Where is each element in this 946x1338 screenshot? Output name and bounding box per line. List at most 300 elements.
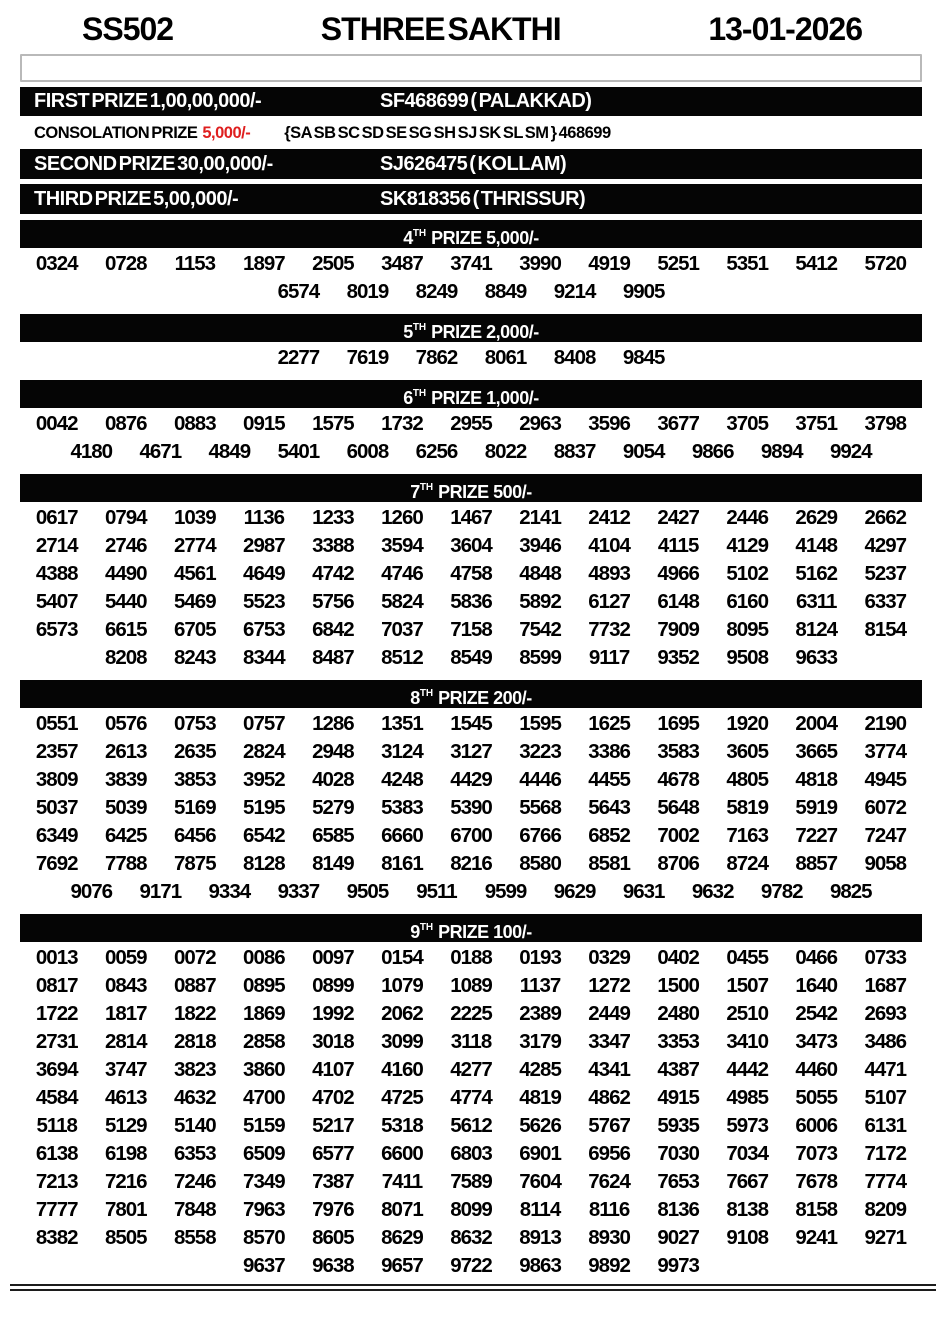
section-prize-amount: PRIZE 1,000/-	[431, 388, 539, 408]
section-ordinal: 6	[403, 388, 413, 408]
section-ordinal-suffix: TH	[419, 688, 434, 699]
lottery-number: 7349	[243, 1170, 285, 1193]
lottery-number: 4819	[519, 1086, 561, 1109]
lottery-number: 9352	[657, 646, 699, 669]
lottery-number: 4584	[35, 1086, 78, 1109]
lottery-number: 9027	[657, 1226, 699, 1249]
lottery-number: 9863	[519, 1254, 561, 1277]
lottery-number: 2818	[174, 1030, 216, 1053]
lottery-number: 2693	[864, 1002, 907, 1025]
lottery-number: 8344	[243, 646, 285, 669]
lottery-number: 1467	[450, 506, 492, 529]
lottery-number: 1817	[104, 1002, 147, 1025]
lottery-number: 2629	[795, 506, 838, 529]
lottery-number: 0794	[104, 506, 147, 529]
lottery-number: 6574	[277, 280, 320, 303]
lottery-number: 6585	[312, 824, 354, 847]
lottery-number: 5383	[381, 796, 423, 819]
lottery-number: 3124	[381, 740, 423, 763]
lottery-number: 2542	[795, 1002, 838, 1025]
lottery-number: 6577	[312, 1142, 354, 1165]
lottery-number: 8408	[553, 346, 596, 369]
lottery-number: 3853	[174, 768, 216, 791]
lottery-number: 3741	[450, 252, 492, 275]
lottery-number: 3604	[450, 534, 492, 557]
lottery-number: 6509	[243, 1142, 285, 1165]
lottery-number: 3386	[588, 740, 630, 763]
lottery-number: 8605	[312, 1226, 354, 1249]
lottery-number: 8138	[726, 1198, 768, 1221]
lottery-number: 5129	[104, 1114, 147, 1137]
lottery-number: 8724	[726, 852, 768, 875]
lottery-number: 3798	[864, 412, 907, 435]
winning-numbers-6th	[20, 409, 922, 468]
draw-date: 13-01-2026	[708, 10, 862, 47]
lottery-number: 0876	[104, 412, 147, 435]
lottery-number: 6901	[519, 1142, 561, 1165]
lottery-number: 3487	[381, 252, 423, 275]
lottery-number: 3583	[657, 740, 699, 763]
third-prize-label: THIRD PRIZE 5,00,000/-	[34, 187, 239, 210]
lottery-number: 0843	[104, 974, 147, 997]
lottery-number: 2948	[312, 740, 354, 763]
lottery-number: 0188	[450, 946, 492, 969]
lottery-number: 2277	[277, 346, 320, 369]
lottery-number: 8505	[104, 1226, 147, 1249]
lottery-number: 0097	[312, 946, 354, 969]
lottery-number: 4297	[864, 534, 907, 557]
lottery-number: 7963	[243, 1198, 285, 1221]
second-prize-ticket: SJ626475 ( KOLLAM)	[380, 152, 567, 175]
lottery-number: 0154	[381, 946, 423, 969]
lottery-number: 6198	[104, 1142, 147, 1165]
lottery-number: 1272	[588, 974, 630, 997]
lottery-number: 4613	[104, 1086, 147, 1109]
lottery-number: 0072	[174, 946, 216, 969]
draw-number: SS502	[82, 10, 174, 47]
lottery-number: 6311	[795, 590, 837, 613]
lottery-number: 7158	[450, 618, 492, 641]
section-ordinal: 5	[403, 322, 413, 342]
lottery-number: 9782	[760, 880, 803, 903]
prize-section-6th	[20, 380, 922, 468]
lottery-number: 6842	[312, 618, 354, 641]
lottery-number: 8706	[657, 852, 699, 875]
lottery-number: 4490	[104, 562, 147, 585]
lottery-number: 5251	[657, 252, 699, 275]
lottery-number: 4446	[519, 768, 561, 791]
lottery-number: 3946	[519, 534, 561, 557]
lottery-number: 9638	[312, 1254, 354, 1277]
lottery-number: 4746	[381, 562, 423, 585]
lottery-number: 0059	[104, 946, 147, 969]
lottery-number: 9334	[208, 880, 251, 903]
lottery-number: 2389	[519, 1002, 561, 1025]
lottery-number: 0817	[35, 974, 78, 997]
lottery-number: 6660	[381, 824, 423, 847]
lottery-number: 8632	[450, 1226, 492, 1249]
lottery-number: 1722	[35, 1002, 78, 1025]
lottery-number: 4700	[243, 1086, 285, 1109]
lottery-number: 0895	[243, 974, 285, 997]
lottery-number: 5237	[864, 562, 907, 585]
lottery-number: 5440	[104, 590, 147, 613]
lottery-number: 9508	[726, 646, 768, 669]
lottery-number: 4460	[795, 1058, 838, 1081]
lottery-number: 8071	[381, 1198, 423, 1221]
lottery-number: 7030	[657, 1142, 699, 1165]
lottery-number: 1137	[519, 974, 561, 997]
lottery-number: 4561	[174, 562, 216, 585]
winning-numbers-7th	[20, 503, 922, 674]
lottery-number: 8019	[346, 280, 389, 303]
lottery-number: 4985	[726, 1086, 768, 1109]
lottery-number: 5279	[312, 796, 354, 819]
lottery-number: 3099	[381, 1030, 423, 1053]
lottery-number: 4387	[657, 1058, 699, 1081]
lottery-number: 3694	[35, 1058, 78, 1081]
lottery-number: 4725	[381, 1086, 423, 1109]
lottery-number: 8095	[726, 618, 768, 641]
lottery-number: 2714	[35, 534, 78, 557]
lottery-number: 1286	[312, 712, 354, 735]
lottery-number: 2446	[726, 506, 768, 529]
lottery-number: 4862	[588, 1086, 630, 1109]
lottery-number: 2480	[657, 1002, 699, 1025]
lottery-number: 8136	[657, 1198, 699, 1221]
lottery-number: 0402	[657, 946, 699, 969]
lottery-number: 2427	[657, 506, 699, 529]
lottery-number: 5720	[864, 252, 907, 275]
lottery-number: 7034	[726, 1142, 768, 1165]
lottery-number: 7387	[312, 1170, 354, 1193]
lottery-number: 0915	[243, 412, 285, 435]
lottery-number: 3605	[726, 740, 768, 763]
lottery-number: 2510	[726, 1002, 768, 1025]
section-header-8th	[20, 680, 922, 708]
section-prize-amount: PRIZE 200/-	[438, 688, 532, 708]
lottery-number: 1992	[312, 1002, 354, 1025]
lottery-number: 8837	[553, 440, 596, 463]
lottery-number: 9845	[622, 346, 665, 369]
prize-section-5th	[20, 314, 922, 374]
lottery-number: 3388	[312, 534, 354, 557]
section-header-9th	[20, 914, 922, 942]
lottery-number: 8849	[484, 280, 527, 303]
lottery-number: 2613	[104, 740, 147, 763]
lottery-number: 1822	[174, 1002, 216, 1025]
lottery-number: 8549	[450, 646, 492, 669]
lottery-number: 6425	[104, 824, 147, 847]
section-ordinal-suffix: TH	[412, 388, 427, 399]
lottery-number: 4805	[726, 768, 768, 791]
lottery-number: 9924	[829, 440, 872, 463]
lottery-number: 8243	[174, 646, 216, 669]
lottery-number: 5390	[450, 796, 492, 819]
lottery-number: 9117	[588, 646, 630, 669]
lottery-number: 8114	[519, 1198, 561, 1221]
lottery-number: 1640	[795, 974, 838, 997]
lottery-number: 8629	[381, 1226, 423, 1249]
lottery-number: 4848	[519, 562, 561, 585]
consolation-prize-row	[20, 120, 922, 146]
lottery-number: 4107	[312, 1058, 354, 1081]
lottery-number: 0883	[174, 412, 216, 435]
lottery-number: 4915	[657, 1086, 699, 1109]
lottery-number: 8558	[174, 1226, 216, 1249]
lottery-number: 2357	[35, 740, 78, 763]
lottery-number: 9633	[795, 646, 838, 669]
lottery-number: 8061	[484, 346, 527, 369]
lottery-number: 4758	[450, 562, 492, 585]
lottery-number: 1500	[657, 974, 699, 997]
lottery-number: 3223	[519, 740, 561, 763]
lottery-number: 8382	[35, 1226, 78, 1249]
lottery-number: 7619	[346, 346, 389, 369]
lottery-number: 4849	[208, 440, 251, 463]
lottery-number: 2824	[243, 740, 285, 763]
lottery-number: 0728	[104, 252, 147, 275]
lottery-number: 7172	[864, 1142, 907, 1165]
lottery-number: 8128	[243, 852, 285, 875]
lottery-number: 1732	[381, 412, 423, 435]
lottery-number: 6542	[243, 824, 285, 847]
lottery-number: 4945	[864, 768, 907, 791]
lottery-number: 7624	[588, 1170, 630, 1193]
lottery-number: 4455	[588, 768, 630, 791]
lottery-number: 0887	[174, 974, 216, 997]
lottery-number: 7163	[726, 824, 768, 847]
section-ordinal: 9	[410, 922, 420, 942]
lottery-number: 9637	[243, 1254, 285, 1277]
lottery-number: 8857	[795, 852, 838, 875]
lottery-number: 9171	[139, 880, 182, 903]
lottery-number: 8570	[243, 1226, 285, 1249]
lottery-number: 6956	[588, 1142, 630, 1165]
lottery-number: 6705	[174, 618, 216, 641]
section-prize-amount: PRIZE 2,000/-	[431, 322, 539, 342]
lottery-number: 3347	[588, 1030, 630, 1053]
lottery-number: 1089	[450, 974, 492, 997]
lottery-number: 2505	[312, 252, 354, 275]
lottery-number: 5568	[519, 796, 561, 819]
prize-section-9th	[20, 914, 922, 1282]
lottery-number: 9973	[657, 1254, 699, 1277]
winning-numbers-5th	[20, 343, 922, 374]
lottery-number: 0617	[35, 506, 78, 529]
lottery-number: 4678	[657, 768, 699, 791]
section-ordinal-suffix: TH	[419, 482, 434, 493]
lottery-number: 6852	[588, 824, 630, 847]
winning-numbers-9th	[20, 943, 922, 1282]
first-prize-bar	[20, 87, 922, 116]
lottery-number: 7604	[519, 1170, 561, 1193]
lottery-number: 7213	[35, 1170, 78, 1193]
lottery-number: 8161	[381, 852, 423, 875]
lottery-number: 6349	[35, 824, 78, 847]
lottery-number: 3990	[519, 252, 561, 275]
lottery-number: 6008	[346, 440, 389, 463]
lottery-number: 2731	[35, 1030, 78, 1053]
lottery-number: 2746	[104, 534, 147, 557]
winning-numbers-8th	[20, 709, 922, 908]
lottery-number: 0455	[726, 946, 768, 969]
lottery-number: 5140	[174, 1114, 216, 1137]
third-prize-ticket: SK818356 ( THRISSUR)	[380, 187, 586, 210]
section-ordinal-suffix: TH	[412, 228, 427, 239]
lottery-number: 4893	[588, 562, 630, 585]
lottery-number: 8116	[588, 1198, 630, 1221]
lottery-number: 8022	[484, 440, 527, 463]
lottery-number: 5626	[519, 1114, 561, 1137]
lottery-number: 1595	[519, 712, 561, 735]
lottery-number: 5824	[381, 590, 423, 613]
lottery-number: 5217	[312, 1114, 354, 1137]
lottery-number: 4632	[174, 1086, 216, 1109]
lottery-number: 5612	[450, 1114, 492, 1137]
lottery-number: 7678	[795, 1170, 838, 1193]
lottery-number: 0042	[35, 412, 78, 435]
lottery-number: 0733	[864, 946, 907, 969]
lottery-number: 4148	[795, 534, 838, 557]
first-prize-label: FIRST PRIZE 1,00,00,000/-	[34, 90, 262, 112]
lottery-number: 9271	[864, 1226, 907, 1249]
lottery-number: 8512	[381, 646, 423, 669]
lottery-number: 9894	[760, 440, 803, 463]
lottery-number: 8209	[864, 1198, 907, 1221]
lottery-number: 1351	[381, 712, 423, 735]
lottery-number: 7788	[104, 852, 147, 875]
lottery-number: 8487	[312, 646, 354, 669]
lottery-number: 8099	[450, 1198, 492, 1221]
lottery-number: 8149	[312, 852, 354, 875]
lottery-number: 2004	[795, 712, 838, 735]
lottery-number: 1897	[243, 252, 285, 275]
lottery-number: 1260	[381, 506, 423, 529]
lottery-number: 7247	[864, 824, 907, 847]
prize-section-4th	[20, 220, 922, 308]
lottery-number: 1625	[588, 712, 630, 735]
lottery-number: 9214	[553, 280, 596, 303]
lottery-number: 6753	[243, 618, 285, 641]
section-ordinal-suffix: TH	[412, 322, 427, 333]
lottery-number: 7589	[450, 1170, 492, 1193]
lottery-number: 8913	[519, 1226, 561, 1249]
lottery-number: 7227	[795, 824, 838, 847]
lottery-number: 0551	[35, 712, 78, 735]
lottery-number: 6127	[588, 590, 630, 613]
prize-section-8th	[20, 680, 922, 908]
lottery-number: 5919	[795, 796, 838, 819]
lottery-number: 7692	[35, 852, 78, 875]
lottery-number: 4471	[864, 1058, 907, 1081]
lottery-number: 9892	[588, 1254, 630, 1277]
consolation-label: CONSOLATION PRIZE	[34, 123, 198, 142]
lottery-number: 4341	[588, 1058, 630, 1081]
lottery-number: 6700	[450, 824, 492, 847]
lottery-number: 8208	[104, 646, 147, 669]
lottery-number: 9076	[70, 880, 113, 903]
lottery-number: 3473	[795, 1030, 838, 1053]
lottery-number: 2190	[864, 712, 907, 735]
lottery-number: 4966	[657, 562, 699, 585]
lottery-number: 4429	[450, 768, 492, 791]
lottery-number: 5892	[519, 590, 561, 613]
lottery-number: 4442	[726, 1058, 768, 1081]
lottery-number: 7862	[415, 346, 458, 369]
lottery-number: 9108	[726, 1226, 768, 1249]
lottery-number: 1233	[312, 506, 354, 529]
lottery-number: 8249	[415, 280, 458, 303]
lottery-number: 1153	[174, 252, 216, 275]
lottery-number: 4180	[70, 440, 113, 463]
second-prize-label: SECOND PRIZE 30,00,000/-	[34, 152, 273, 175]
lottery-number: 7732	[588, 618, 630, 641]
lottery-number: 3596	[588, 412, 630, 435]
consolation-amount: 5,000/-	[202, 123, 251, 142]
lottery-number: 5118	[36, 1114, 77, 1137]
lottery-number: 5037	[35, 796, 78, 819]
section-ordinal: 4	[403, 228, 413, 248]
section-prize-amount: PRIZE 500/-	[438, 482, 532, 502]
lottery-number: 8581	[588, 852, 630, 875]
lottery-number: 1575	[312, 412, 354, 435]
lottery-number: 2449	[588, 1002, 630, 1025]
lottery-number: 0329	[588, 946, 630, 969]
lottery-number: 6353	[174, 1142, 216, 1165]
lottery-number: 1695	[657, 712, 699, 735]
lottery-number: 4129	[726, 534, 768, 557]
lottery-number: 4115	[657, 534, 699, 557]
lottery-number: 5351	[726, 252, 768, 275]
lottery-number: 2635	[174, 740, 216, 763]
lottery-number: 4818	[795, 768, 838, 791]
lottery-number: 9337	[277, 880, 320, 903]
lottery-number: 2412	[588, 506, 630, 529]
lottery-number: 2662	[864, 506, 907, 529]
lottery-number: 7848	[174, 1198, 216, 1221]
lottery-number: 0466	[795, 946, 838, 969]
lottery-number: 6138	[35, 1142, 78, 1165]
lottery-number: 7411	[381, 1170, 423, 1193]
lottery-number: 4774	[450, 1086, 492, 1109]
lottery-number: 8216	[450, 852, 492, 875]
lottery-number: 1869	[243, 1002, 285, 1025]
lottery-number: 0753	[174, 712, 216, 735]
lottery-number: 9629	[553, 880, 596, 903]
lottery-number: 4702	[312, 1086, 354, 1109]
section-prize-amount: PRIZE 5,000/-	[431, 228, 539, 248]
lottery-number: 6148	[657, 590, 699, 613]
lottery-number: 1039	[174, 506, 216, 529]
lottery-number: 8154	[864, 618, 907, 641]
lottery-number: 3747	[104, 1058, 147, 1081]
lottery-number: 0899	[312, 974, 354, 997]
lottery-number: 3677	[657, 412, 699, 435]
lottery-number: 5935	[657, 1114, 699, 1137]
lottery-number: 9866	[691, 440, 734, 463]
lottery-number: 2225	[450, 1002, 492, 1025]
bottom-divider	[10, 1284, 936, 1291]
lottery-number: 3665	[795, 740, 838, 763]
lottery-number: 4248	[381, 768, 423, 791]
lottery-number: 7976	[312, 1198, 354, 1221]
section-prize-amount: PRIZE 100/-	[438, 922, 532, 942]
section-ordinal-suffix: TH	[419, 922, 434, 933]
lottery-number: 1079	[381, 974, 423, 997]
lottery-number: 3594	[381, 534, 423, 557]
lottery-number: 5523	[243, 590, 285, 613]
